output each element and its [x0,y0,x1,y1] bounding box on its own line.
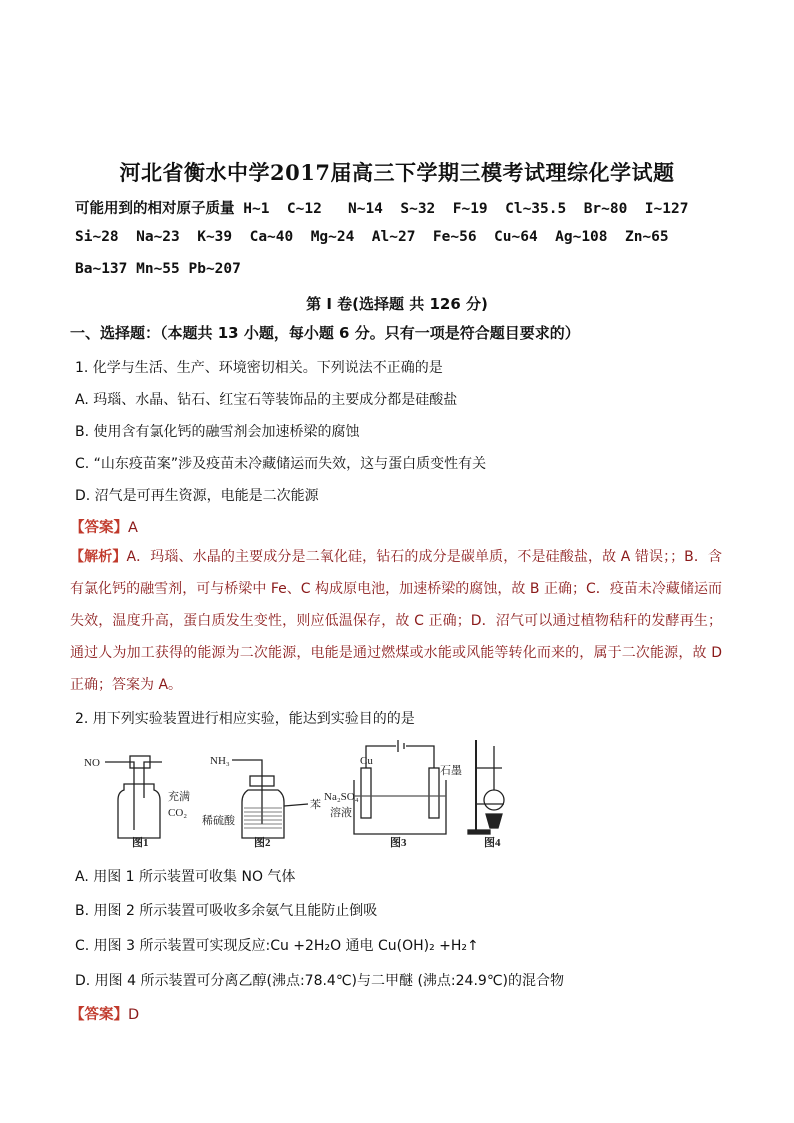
atomic-mass-line-1: 可能用到的相对原子质量 H~1 C~12 N~14 S~32 F~19 Cl~35.5 Br~80 I~127 [75,201,689,217]
fig2-acid-label: 稀硫酸 [202,815,235,827]
question-2-option-a: A. 用图 1 所示装置可收集 NO 气体 [75,869,296,885]
answer-value: D [128,1007,140,1023]
exam-title: 河北省衡水中学2017届高三下学期三模考试理综化学试题 [119,160,675,185]
question-1-option-a: A. 玛瑙、水晶、钻石、红宝石等装饰品的主要成分都是硅酸盐 [75,392,458,408]
fig3-caption: 图3 [390,837,407,848]
figure-1-gas-bottle [84,756,190,848]
fig3-solution-label: 溶液 [330,807,352,819]
question-2-option-b: B. 用图 2 所示装置可吸收多余氨气且能防止倒吸 [75,903,378,919]
fig3-salt-label: Na₂SO₄ [324,791,359,803]
question-1-option-c: C. “山东疫苗案”涉及疫苗未冷藏储运而失效，这与蛋白质变性有关 [75,456,487,472]
fig1-gas-label: NO [84,757,100,769]
analysis-text: A．玛瑙、水晶的主要成分是二氧化硅，钻石的成分是碳单质，不是硅酸盐，故 A 错误；；B．含有氯化钙的融雪剂，可与桥梁中 Fe、C 构成原电池，加速桥梁的腐蚀，故 B 正确；C．疫苗未冷藏储运而失效，温度升高，蛋白质发生变性，则应低温保存，故 C 正确；D．沼气可以通过植物秸秆的发酵再生；通过人为加工获得的能源为二次能源，电能是通过燃煤或水能或风能等转化而来的，属于二次能源，故 D 正确；答案为 A。 [70,549,722,693]
question-1-analysis [70,541,722,701]
fig2-caption: 图2 [254,837,271,848]
figure-4-distillation-apparatus [468,740,504,848]
figure-3-electrolysis-cell [324,740,462,848]
fig2-benzene-label: 苯 [310,799,321,811]
fig1-fill-label: 充满 [168,791,190,803]
question-1-option-b: B. 使用含有氯化钙的融雪剂会加速桥梁的腐蚀 [75,424,360,440]
analysis-tag: 【解析】 [70,549,127,565]
question-2-stem: 2. 用下列实验装置进行相应实验，能达到实验目的的是 [75,711,415,727]
question-2-option-d: D. 用图 4 所示装置可分离乙醇(沸点:78.4℃)与二甲醚 (沸点:24.9℃)的混合物 [75,973,565,989]
section-title: 第 I 卷(选择题 共 126 分) [306,295,488,313]
answer-tag: 【答案】 [70,520,128,536]
question-1-answer [70,516,138,537]
answer-value: A [128,520,138,536]
question-2-option-c: C. 用图 3 所示装置可实现反应:Cu +2H₂O 通电 Cu(OH)₂ +H₂↑ [75,938,479,954]
fig1-co2-label: CO₂ [168,807,188,819]
part-heading: 一、选择题：（本题共 13 小题，每小题 6 分。只有一项是符合题目要求的） [70,324,580,342]
atomic-mass-line-3: Ba~137 Mn~55 Pb~207 [75,261,241,277]
fig4-caption: 图4 [484,837,501,848]
fig3-cu-label: Cu [360,755,373,767]
question-1-stem: 1. 化学与生活、生产、环境密切相关。下列说法不正确的是 [75,360,443,376]
fig2-gas-label: NH₃ [210,755,230,767]
figure-2-absorption-bottle [202,755,321,848]
answer-tag: 【答案】 [70,1007,128,1023]
fig1-caption: 图1 [132,837,149,848]
fig3-graphite-label: 石墨 [440,765,462,777]
atomic-mass-line-2: Si~28 Na~23 K~39 Ca~40 Mg~24 Al~27 Fe~56 Cu~64 Ag~108 Zn~65 [75,229,669,245]
question-1-option-d: D. 沼气是可再生资源，电能是二次能源 [75,488,319,504]
experiment-apparatus-figure [72,738,534,848]
question-2-answer [70,1003,139,1024]
